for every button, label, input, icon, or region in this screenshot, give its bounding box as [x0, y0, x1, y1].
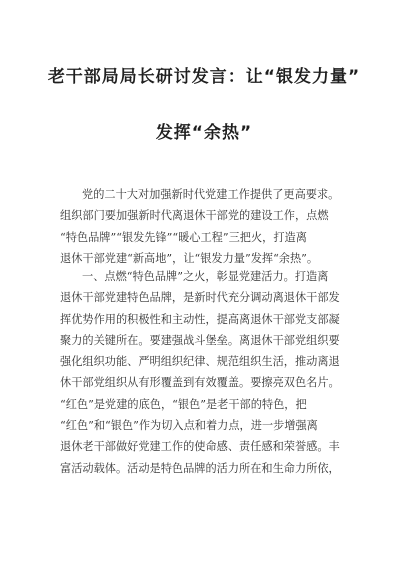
paragraph-line: “红色”是党建的底色，“银色”是老干部的特色，把 — [60, 397, 307, 411]
paragraph-line: 聚力的关键所在。要建强战斗堡垒。离退休干部党组织要 — [60, 333, 340, 347]
paragraph-line: 退休老干部做好党建工作的使命感、责任感和荣誉感。丰 — [60, 440, 340, 454]
paragraph-line: “红色”和“银色”作为切入点和着力点，进一步增强离 — [60, 419, 318, 433]
paragraph-section-1 — [60, 266, 356, 479]
paragraph-line: 党的二十大对加强新时代党建工作提供了更高要求。 — [82, 188, 340, 201]
paragraph-line: 休干部党组织从有形覆盖到有效覆盖。要擦亮双色名片。 — [60, 376, 340, 390]
document-title-line-2: 发挥“余热” — [155, 123, 253, 143]
paragraph-line: 挥优势作用的积极性和主动性，提高离退休干部党支部凝 — [60, 312, 340, 326]
paragraph-line: “特色品牌”“银发先锋”“暖心工程”三把火，打造离 — [60, 230, 307, 244]
paragraph-line: 组织部门要加强新时代离退休干部党的建设工作，点燃 — [60, 209, 329, 223]
paragraph-line: 强化组织功能、严明组织纪律、规范组织生活，推动离退 — [60, 355, 340, 369]
paragraph-line: 退休干部党建“新高地”，让“银发力量”发挥“余热”。 — [60, 251, 319, 265]
paragraph-line: 退休干部党建特色品牌，是新时代充分调动离退休干部发 — [60, 291, 340, 305]
paragraph-line: 富活动载体。活动是特色品牌的活力所在和生命力所依， — [60, 461, 340, 475]
paragraph-intro — [60, 184, 356, 269]
document-title-line-1: 老干部局局长研讨发言：让“银发力量” — [47, 67, 361, 87]
paragraph-line: 一、点燃“特色品牌”之火，彰显党建活力。打造离 — [82, 270, 329, 283]
